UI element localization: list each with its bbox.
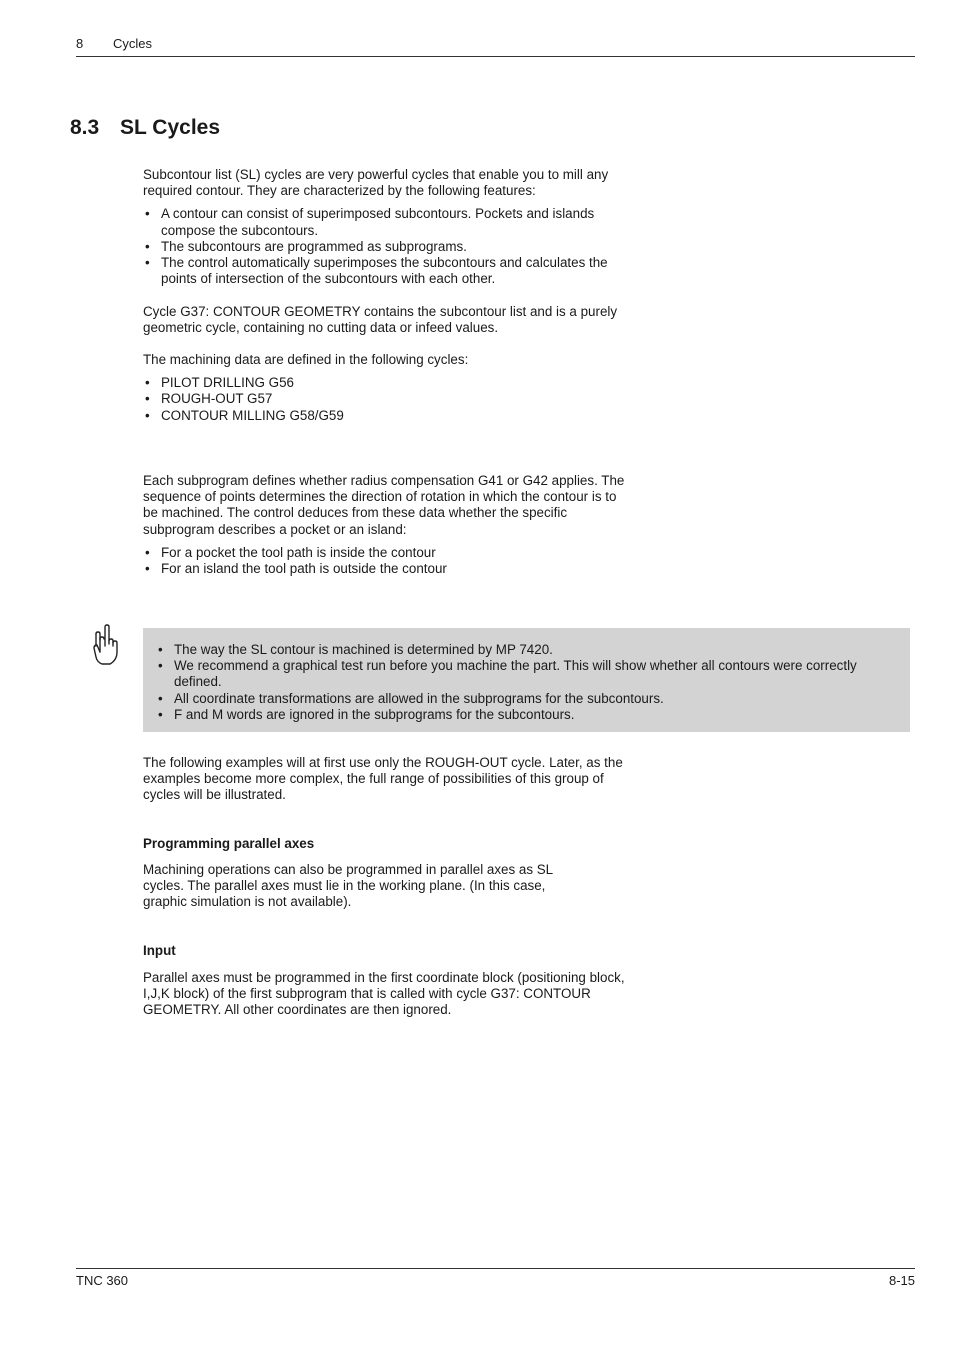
list-item: • F and M words are ignored in the subprograms for the subcontours. xyxy=(156,707,896,723)
parallel-axes-paragraph: Machining operations can also be programmed in parallel axes as SL cycles. The parallel axes must lie in the working plane. (In this case, graphic simulation is not available). xyxy=(143,862,553,910)
chapter-name: Cycles xyxy=(113,36,153,51)
note-list xyxy=(156,642,896,723)
parallel-axes-block xyxy=(143,862,593,911)
machining-cycles-list xyxy=(143,375,633,424)
geometry-paragraph: Cycle G37: CONTOUR GEOMETRY contains the subcontour list and is a purely geometric cycle, containing no cutting data or infeed values. xyxy=(143,304,618,336)
list-item: • All coordinate transformations are allowed in the subprograms for the subcontours. xyxy=(156,691,896,707)
note-box xyxy=(143,628,910,732)
examples-paragraph: The following examples will at first use only the ROUGH-OUT cycle. Later, as the examples become more complex, the full range of possibilities of this group of cycles will be illustrated. xyxy=(143,755,623,803)
page-number: 8-15 xyxy=(888,1273,915,1288)
list-item: • We recommend a graphical test run before you machine the part. This will show whether all contours were correctly defined. xyxy=(156,658,896,690)
list-item: • CONTOUR MILLING G58/G59 xyxy=(143,408,633,424)
page-header xyxy=(76,36,915,57)
parallel-axes-heading: Programming parallel axes xyxy=(143,836,315,851)
intro-paragraph: Subcontour list (SL) cycles are very powerful cycles that enable you to mill any required contour. They are characterized by the following features: xyxy=(143,167,609,199)
product-name: TNC 360 xyxy=(76,1273,129,1288)
section-title xyxy=(70,116,220,140)
machining-paragraph: The machining data are defined in the following cycles: xyxy=(143,352,469,367)
subprogram-paragraph: Each subprogram defines whether radius compensation G41 or G42 applies. The sequence of points determines the direction of rotation in which the contour is to be machined. The control deduces from these data whether the specific subprogram describes a pocket or an island: xyxy=(143,473,625,537)
list-item: • For an island the tool path is outside the contour xyxy=(143,561,633,577)
subprogram-list xyxy=(143,545,633,577)
list-item: • The subcontours are programmed as subprograms. xyxy=(143,239,633,255)
section-title-text: SL Cycles xyxy=(120,116,221,139)
input-heading: Input xyxy=(143,943,176,958)
input-block xyxy=(143,970,628,1019)
list-item: • The control automatically superimposes the subcontours and calculates the points of intersection of the subcontours with each other. xyxy=(143,255,633,287)
page-footer xyxy=(76,1268,915,1288)
chapter-number: 8 xyxy=(76,36,84,51)
list-item: • A contour can consist of superimposed subcontours. Pockets and islands compose the subcontours. xyxy=(143,206,633,238)
subprogram-block xyxy=(143,473,633,577)
list-item: • PILOT DRILLING G56 xyxy=(143,375,633,391)
list-item: • ROUGH-OUT G57 xyxy=(143,391,633,407)
machining-block xyxy=(143,352,633,424)
intro-block xyxy=(143,167,633,287)
features-list xyxy=(143,206,633,287)
pointing-hand-icon xyxy=(90,624,120,666)
section-number: 8.3 xyxy=(70,116,100,139)
list-item: • For a pocket the tool path is inside the contour xyxy=(143,545,633,561)
geometry-block xyxy=(143,304,633,336)
examples-block xyxy=(143,755,623,804)
list-item: • The way the SL contour is machined is determined by MP 7420. xyxy=(156,642,896,658)
input-paragraph: Parallel axes must be programmed in the first coordinate block (positioning block, I,J,K block) of the first subprogram that is called with cycle G37: CONTOUR GEOMETRY. All other coordinates are then ignored. xyxy=(143,970,625,1018)
